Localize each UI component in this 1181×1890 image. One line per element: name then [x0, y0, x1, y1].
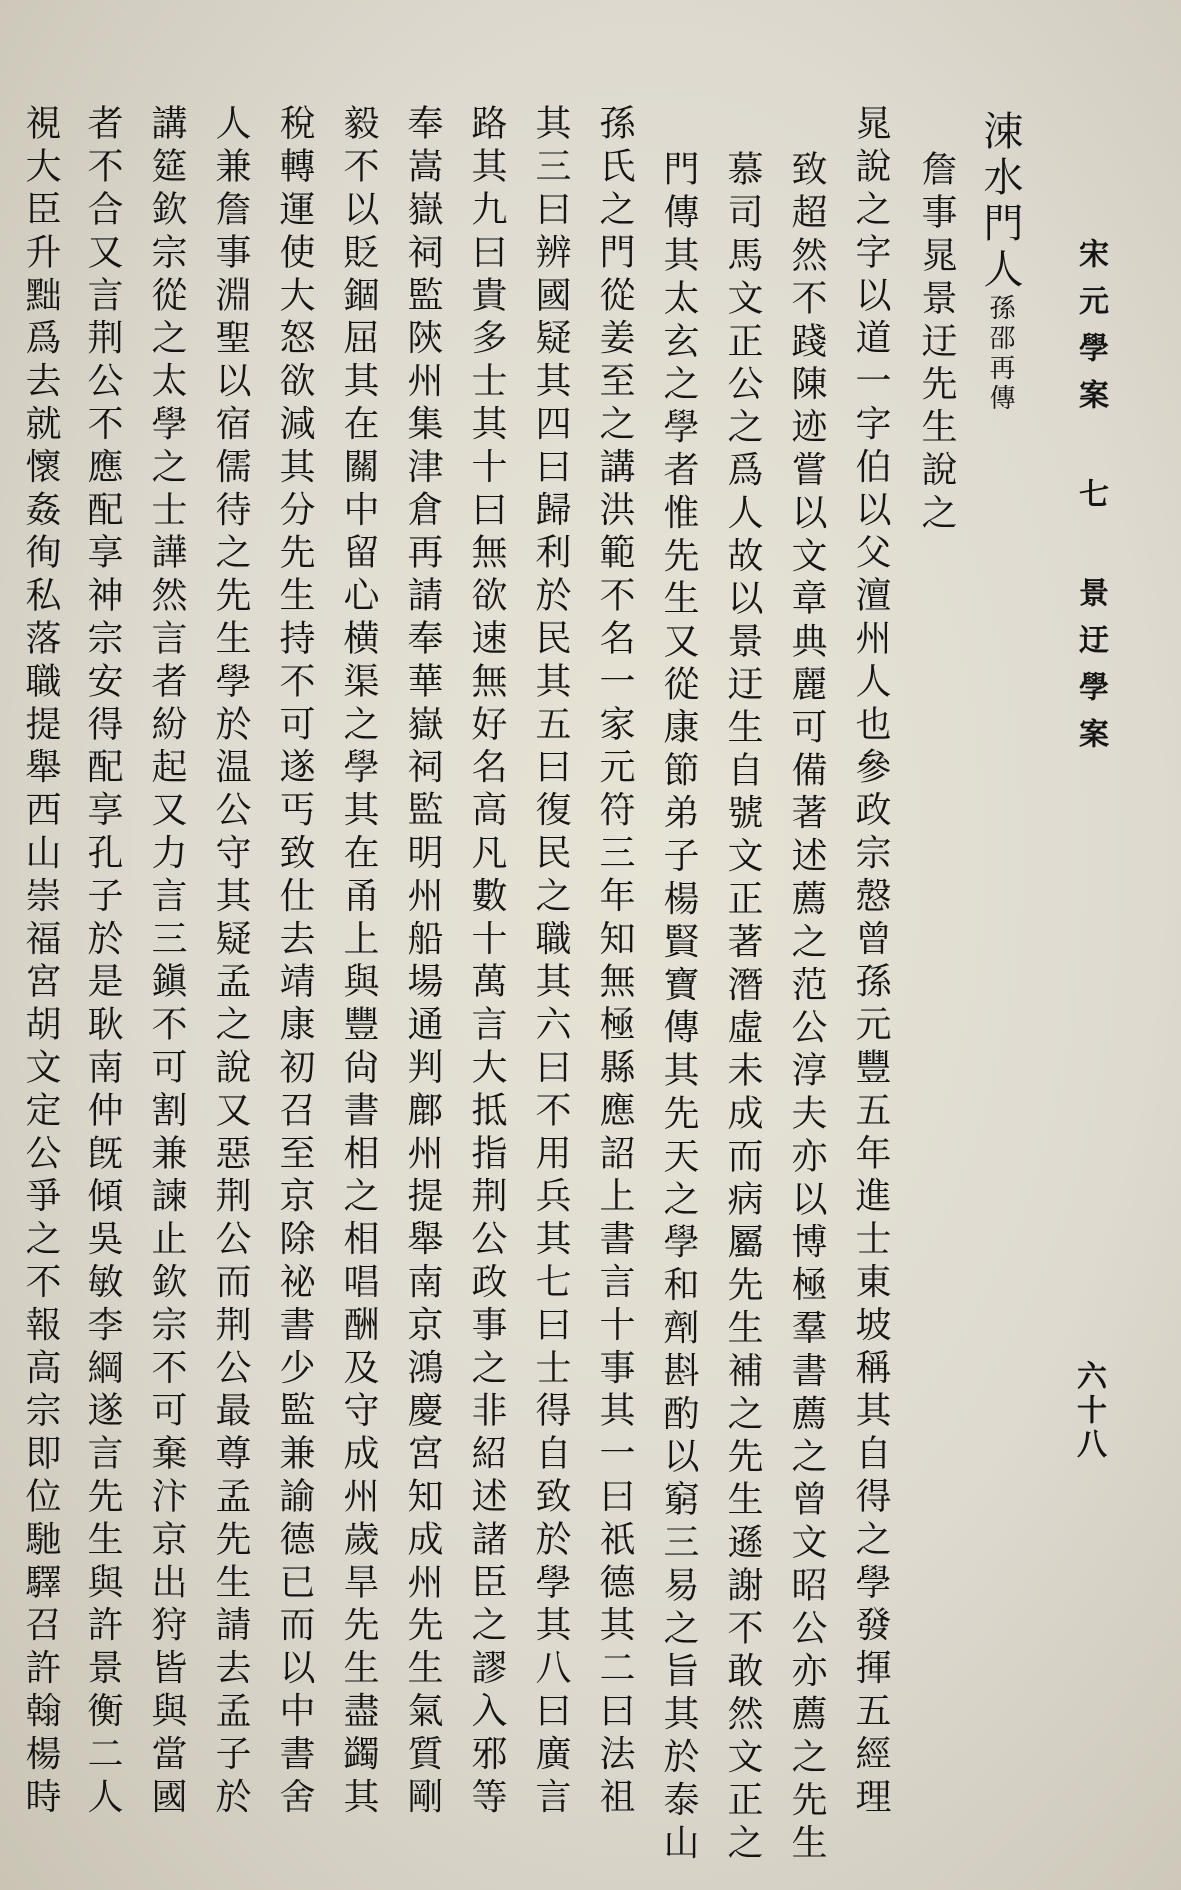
section-title-main: 涑水門人 [977, 110, 1023, 294]
text-column: 門傳其太玄之學者惟先生又從康節弟子楊賢寶傳其先天之學和劑斟酌以窮三易之旨其於泰山 [658, 150, 699, 1866]
text-column: 稅轉運使大怒欲減其分先生持不可遂丐致仕去靖康初召至京除祕書少監兼諭德已而以中書舍 [274, 104, 315, 1820]
text-column: 慕司馬文正公之爲人故以景迂生自號文正著潛虛未成而病屬先生補之先生遜謝不敢然文正之 [722, 150, 763, 1866]
text-column: 毅不以貶錮屈其在關中留心横渠之學其在甬上與豐尙書相之相唱酬及守成州歲旱先生盡蠲其 [338, 104, 379, 1820]
text-column: 奉嵩嶽祠監陝州集津倉再請奉華嶽祠監明州船場通判鄜州提舉南京鴻慶宮知成州先生氣質剛 [402, 104, 443, 1820]
entry-heading: 詹事晁景迂先生說之 [916, 150, 957, 537]
section-title-lineage: 孫邵再傳 [985, 294, 1015, 414]
text-column: 路其九曰貴多士其十曰無欲速無好名高凡數十萬言大抵指荆公政事之非紹述諸臣之謬入邪等 [466, 104, 507, 1820]
page-number: 六十八 [1071, 1360, 1106, 1462]
running-header: 宋元學案 七 景迂學案 [1073, 238, 1108, 765]
text-column: 視大臣升黜爲去就懷姦徇私落職提舉西山崇福宮胡文定公爭之不報高宗即位馳驛召許翰楊時 [20, 104, 61, 1820]
text-column: 孫氏之門從姜至之講洪範不名一家元符三年知無極縣應詔上書言十事其一曰祇德其二曰法祖 [594, 104, 635, 1820]
text-column: 人兼詹事淵聖以宿儒待之先生學於温公守其疑孟之說又惡荆公而荆公最尊孟先生請去孟子於 [210, 104, 251, 1820]
text-column: 致超然不踐陳迹嘗以文章典麗可備著述薦之范公淳夫亦以博極羣書薦之曾文昭公亦薦之先生 [786, 150, 827, 1866]
section-title [972, 110, 1029, 414]
text-column: 其三曰辨國疑其四曰歸利於民其五曰復民之職其六曰不用兵其七曰士得自致於學其八曰廣言 [530, 104, 571, 1820]
text-column: 晁說之字以道一字伯以父澶州人也參政宗慤曾孫元豐五年進士東坡稱其自得之學發揮五經理 [850, 104, 891, 1820]
text-column: 講筵欽宗從之太學之士譁然言者紛起又力言三鎭不可割兼諫止欽宗不可棄汴京出狩皆與當國 [146, 104, 187, 1820]
text-column: 者不合又言荆公不應配享神宗安得配享孔子於是耿南仲旣傾吳敏李綱遂言先生與許景衡二人 [82, 104, 123, 1820]
